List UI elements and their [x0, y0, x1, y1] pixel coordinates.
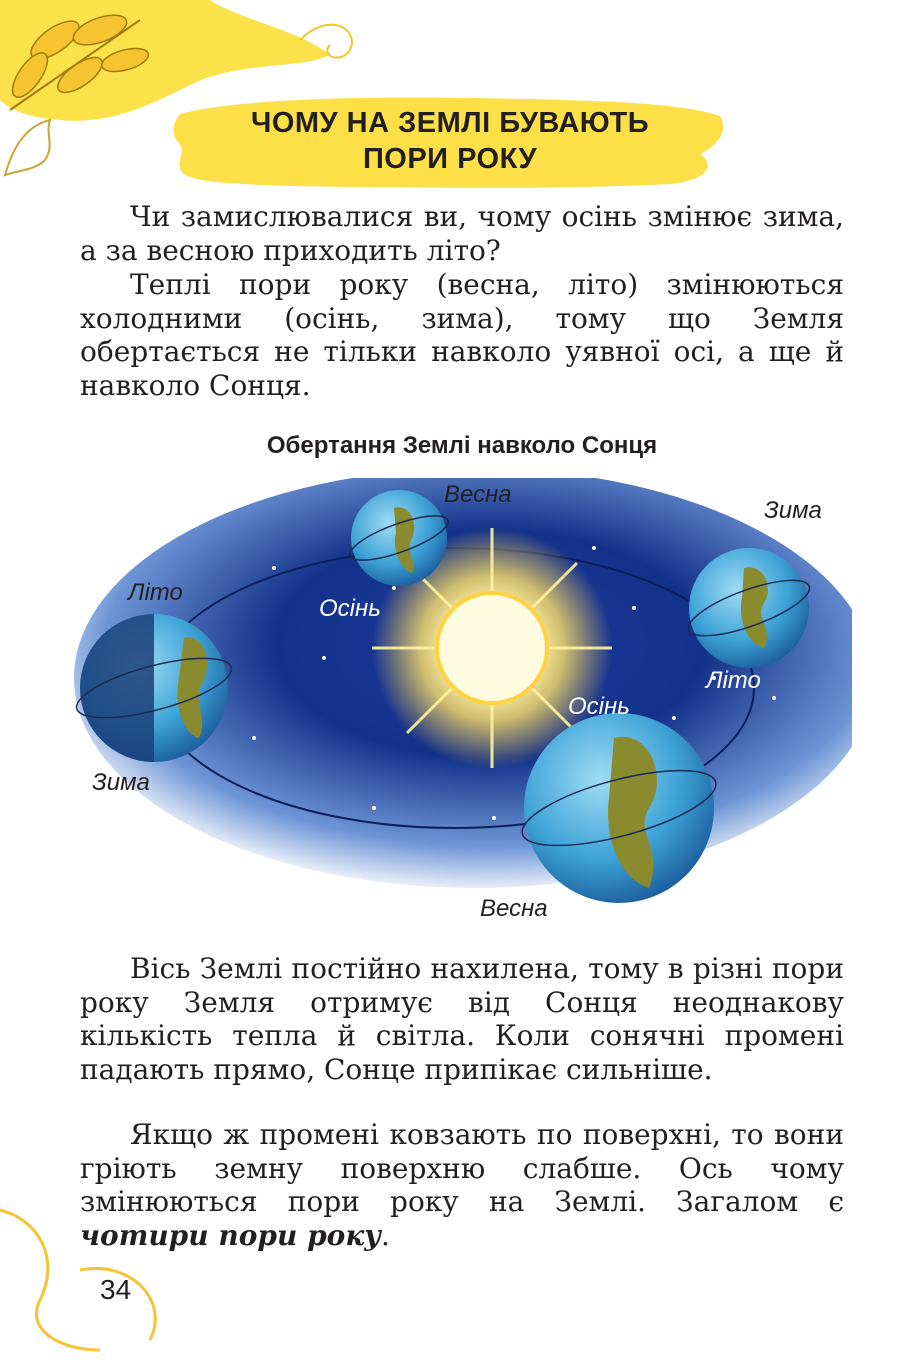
label-right-earth: Зима [764, 497, 822, 524]
title-line-1: ЧОМУ НА ЗЕМЛІ БУВАЮТЬ [250, 107, 650, 139]
page-title [170, 105, 730, 177]
label-bottom-earth-inner: Осінь [568, 693, 630, 720]
body-paragraph-4-end: . [381, 1218, 390, 1252]
label-bottom-earth: Весна [480, 895, 548, 922]
label-left-earth-bottom: Зима [92, 769, 150, 796]
page-number: 34 [100, 1274, 132, 1305]
label-left-earth: Літо [128, 579, 183, 606]
body-paragraph-4-start: Якщо ж промені ковзають по поверхні, то вони гріють земну поверхню слабше. Ось чому змінюються пори року на Землі. Загалом є [80, 1118, 844, 1218]
figure-caption: Обертання Землі навколо Сонця [266, 432, 658, 459]
label-top-earth: Весна [444, 481, 512, 508]
intro-paragraph-1: Чи замислювалися ви, чому осінь змінює зима, а за весною приходить літо? [80, 200, 844, 267]
earth-orbit-illustration [74, 478, 852, 922]
intro-paragraph-2: Теплі пори року (весна, літо) змінюються холодними (осінь, зима), тому що Земля обертається не тільки навколо уявної осі, а ще й навколо Сонця. [80, 268, 844, 402]
label-right-earth-inner: Літо [706, 667, 761, 694]
four-seasons-emphasis: чотири пори року [80, 1218, 382, 1252]
title-line-2: ПОРИ РОКУ [362, 143, 538, 175]
body-paragraph-3: Вісь Землі постійно нахилена, тому в різні пори року Земля отримує від Сонця неоднакову кількість тепла й світла. Коли сонячні промені падають прямо, Сонце припікає сильніше. [80, 952, 844, 1086]
label-top-earth-inner: Осінь [319, 595, 381, 622]
